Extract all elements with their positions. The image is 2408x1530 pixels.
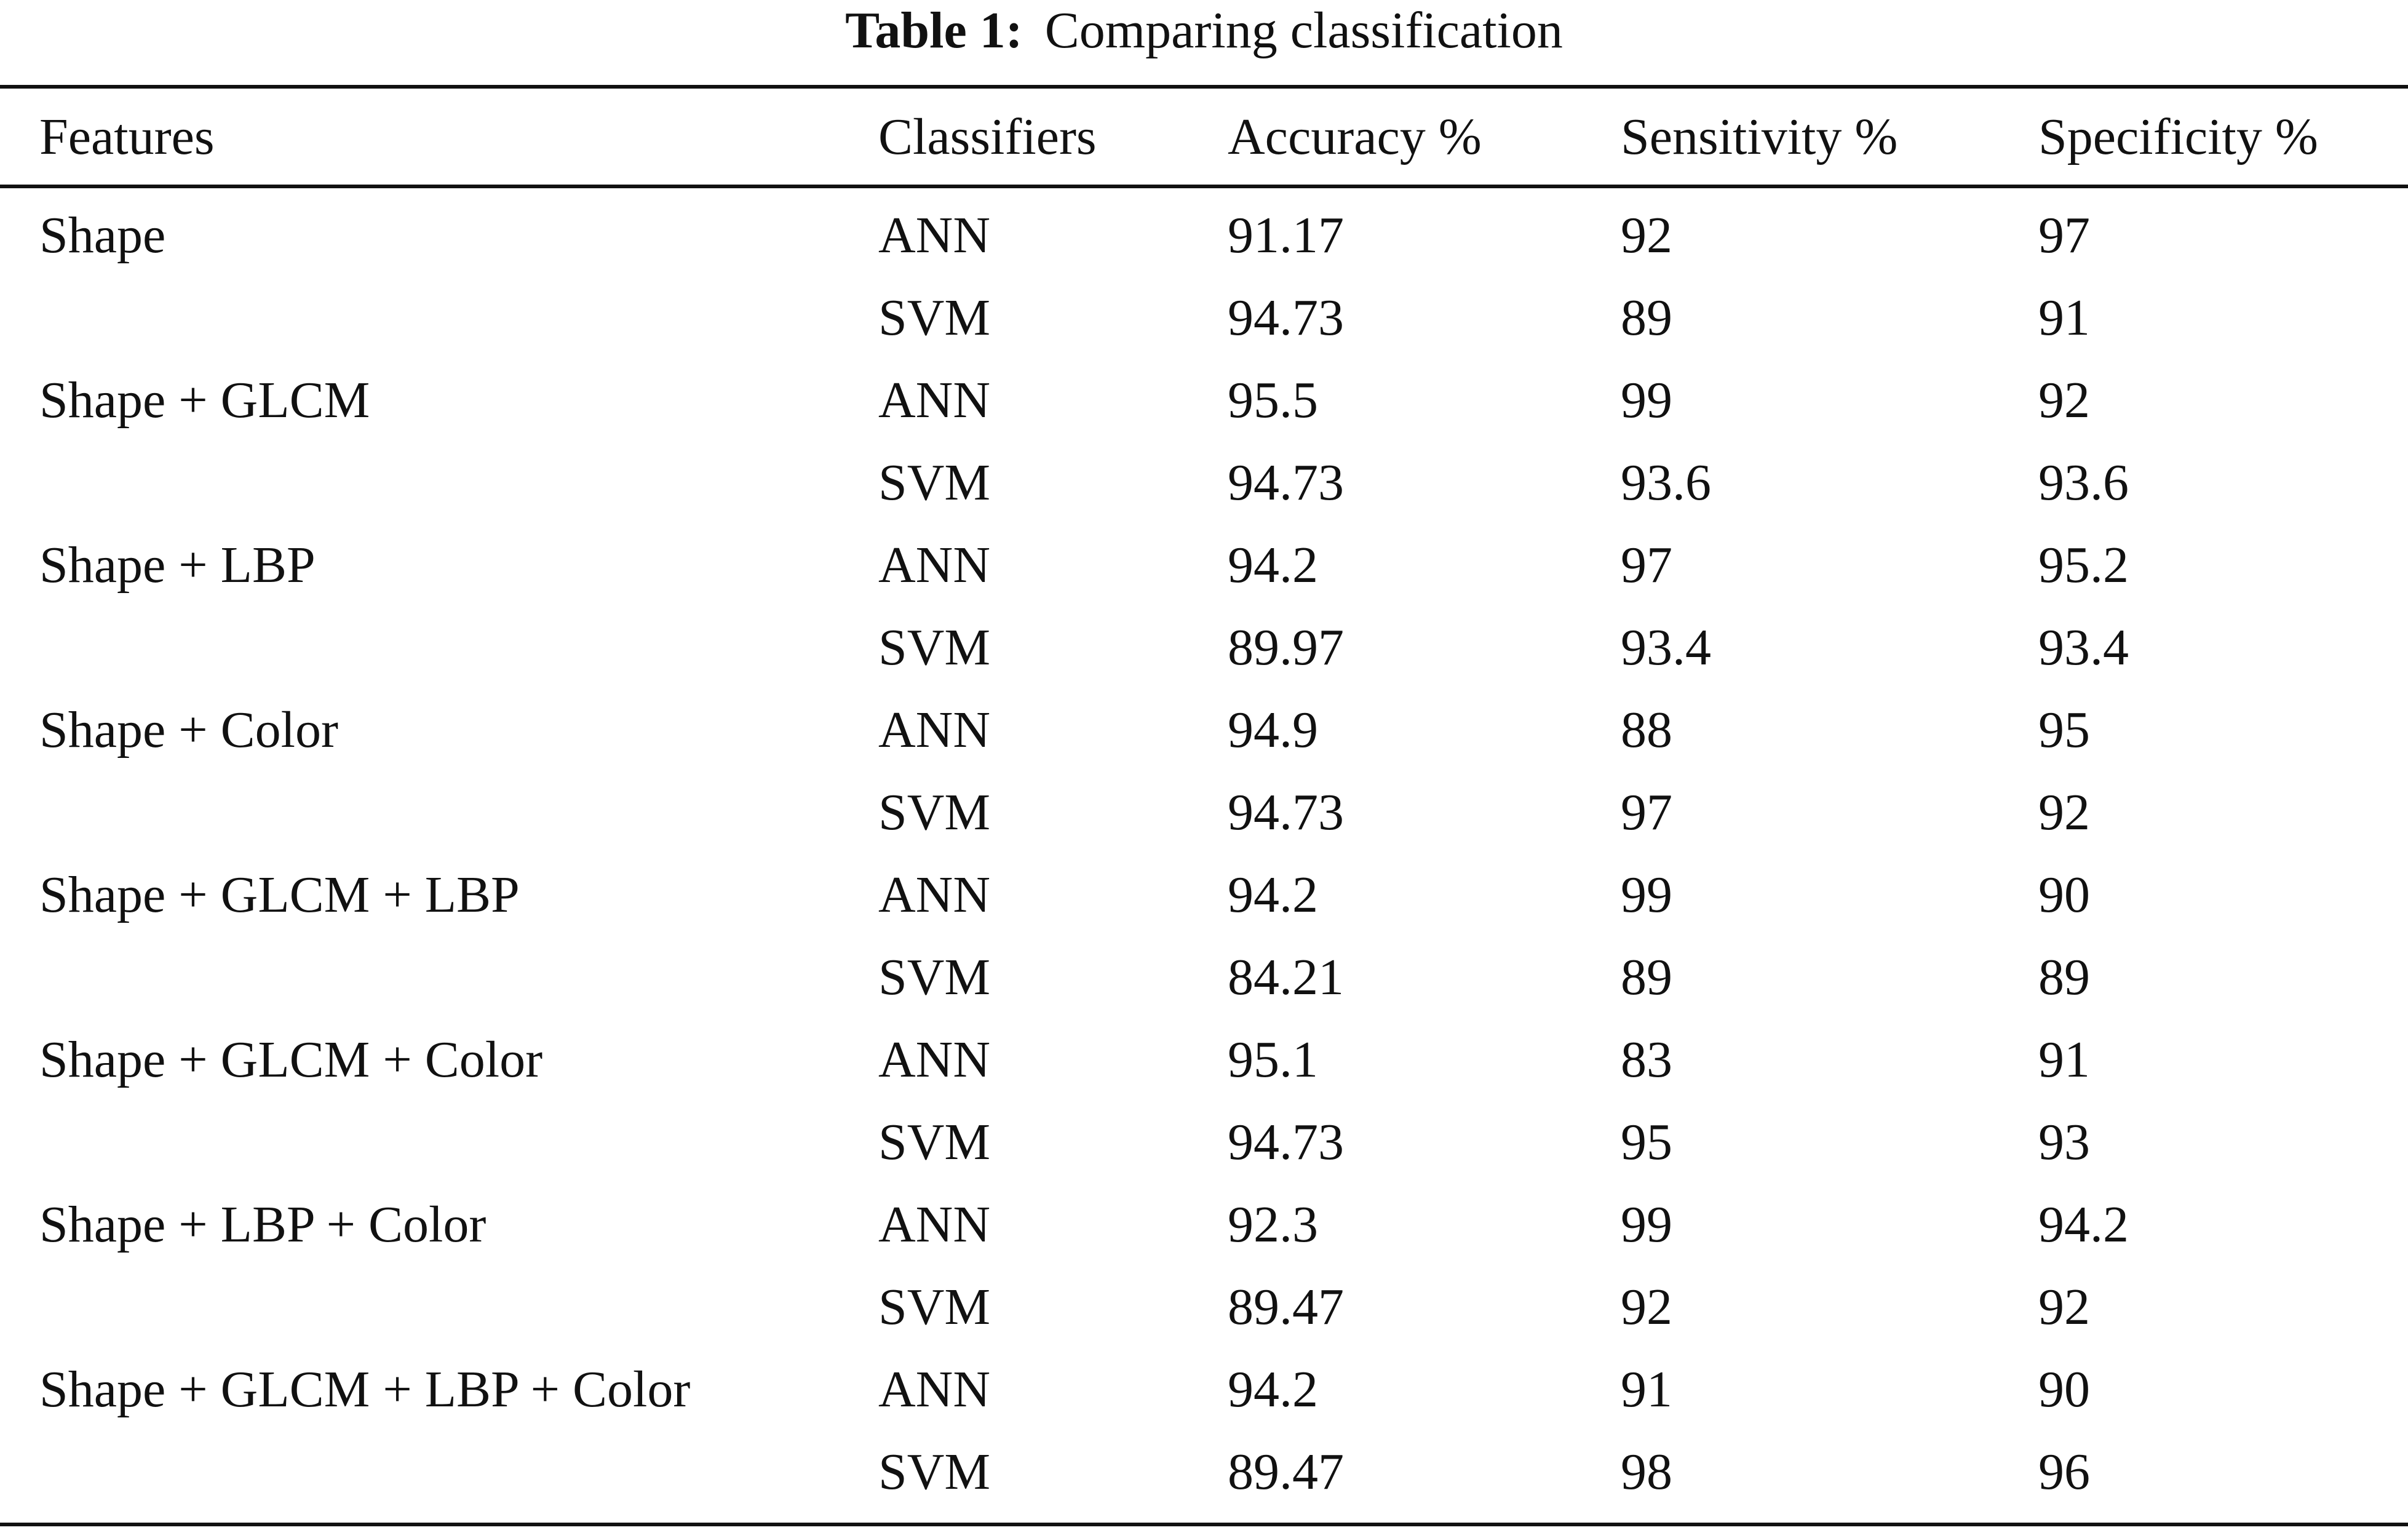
header-features: Features bbox=[39, 108, 215, 165]
features-cell: Shape + GLCM + Color bbox=[39, 1031, 543, 1088]
table-header-row bbox=[0, 95, 2408, 178]
table-row bbox=[0, 277, 2408, 359]
table-top-rule bbox=[0, 85, 2408, 89]
specificity-cell: 94.2 bbox=[2038, 1196, 2129, 1253]
table-caption-label: Table 1: bbox=[845, 2, 1023, 59]
sensitivity-cell: 91 bbox=[1621, 1361, 1672, 1418]
sensitivity-cell: 89 bbox=[1621, 949, 1672, 1006]
sensitivity-cell: 99 bbox=[1621, 372, 1672, 429]
specificity-cell: 92 bbox=[2038, 784, 2090, 841]
sensitivity-cell: 93.6 bbox=[1621, 454, 1711, 511]
classifier-cell: SVM bbox=[878, 1114, 991, 1171]
accuracy-cell: 91.17 bbox=[1228, 207, 1344, 264]
specificity-cell: 93.4 bbox=[2038, 619, 2129, 676]
table-row bbox=[0, 771, 2408, 854]
sensitivity-cell: 83 bbox=[1621, 1031, 1672, 1088]
classifier-cell: SVM bbox=[878, 1278, 991, 1336]
features-cell: Shape + LBP + Color bbox=[39, 1196, 487, 1253]
classifier-cell: SVM bbox=[878, 289, 991, 346]
accuracy-cell: 94.2 bbox=[1228, 1361, 1318, 1418]
table-row bbox=[0, 194, 2408, 277]
specificity-cell: 95.2 bbox=[2038, 536, 2129, 594]
header-sensitivity: Sensitivity % bbox=[1621, 108, 1898, 165]
table-row bbox=[0, 689, 2408, 771]
header-classifiers: Classifiers bbox=[878, 108, 1097, 165]
classifier-cell: ANN bbox=[878, 1031, 990, 1088]
accuracy-cell: 94.2 bbox=[1228, 866, 1318, 923]
specificity-cell: 96 bbox=[2038, 1443, 2090, 1500]
specificity-cell: 89 bbox=[2038, 949, 2090, 1006]
specificity-cell: 95 bbox=[2038, 701, 2090, 759]
accuracy-cell: 94.73 bbox=[1228, 454, 1344, 511]
table-row bbox=[0, 1101, 2408, 1184]
sensitivity-cell: 97 bbox=[1621, 536, 1672, 594]
accuracy-cell: 92.3 bbox=[1228, 1196, 1318, 1253]
accuracy-cell: 84.21 bbox=[1228, 949, 1344, 1006]
table-row bbox=[0, 1349, 2408, 1431]
table-header-rule bbox=[0, 185, 2408, 188]
table-row bbox=[0, 1184, 2408, 1266]
table-row bbox=[0, 1019, 2408, 1101]
accuracy-cell: 89.97 bbox=[1228, 619, 1344, 676]
sensitivity-cell: 97 bbox=[1621, 784, 1672, 841]
classifier-cell: ANN bbox=[878, 1361, 990, 1418]
header-specificity: Specificity % bbox=[2038, 108, 2318, 165]
classifier-cell: SVM bbox=[878, 949, 991, 1006]
sensitivity-cell: 99 bbox=[1621, 1196, 1672, 1253]
features-cell: Shape + LBP bbox=[39, 536, 316, 594]
table-row bbox=[0, 1431, 2408, 1513]
features-cell: Shape bbox=[39, 207, 166, 264]
table-row bbox=[0, 524, 2408, 607]
table-row bbox=[0, 936, 2408, 1019]
header-accuracy: Accuracy % bbox=[1228, 108, 1482, 165]
sensitivity-cell: 98 bbox=[1621, 1443, 1672, 1500]
table-row bbox=[0, 359, 2408, 442]
features-cell: Shape + GLCM + LBP bbox=[39, 866, 520, 923]
table-row bbox=[0, 607, 2408, 689]
sensitivity-cell: 99 bbox=[1621, 866, 1672, 923]
classifier-cell: SVM bbox=[878, 619, 991, 676]
accuracy-cell: 89.47 bbox=[1228, 1443, 1344, 1500]
specificity-cell: 93 bbox=[2038, 1114, 2090, 1171]
sensitivity-cell: 89 bbox=[1621, 289, 1672, 346]
classifier-cell: ANN bbox=[878, 1196, 990, 1253]
features-cell: Shape + GLCM bbox=[39, 372, 370, 429]
accuracy-cell: 94.2 bbox=[1228, 536, 1318, 594]
table-caption bbox=[0, 0, 2408, 62]
accuracy-cell: 89.47 bbox=[1228, 1278, 1344, 1336]
accuracy-cell: 95.1 bbox=[1228, 1031, 1318, 1088]
table-bottom-rule bbox=[0, 1523, 2408, 1526]
classifier-cell: SVM bbox=[878, 454, 991, 511]
classifier-cell: SVM bbox=[878, 784, 991, 841]
table-row bbox=[0, 854, 2408, 936]
classifier-cell: ANN bbox=[878, 701, 990, 759]
sensitivity-cell: 92 bbox=[1621, 207, 1672, 264]
classifier-cell: ANN bbox=[878, 866, 990, 923]
accuracy-cell: 94.73 bbox=[1228, 1114, 1344, 1171]
specificity-cell: 90 bbox=[2038, 866, 2090, 923]
specificity-cell: 92 bbox=[2038, 1278, 2090, 1336]
table-caption-text: Comparing classification bbox=[1044, 2, 1563, 59]
specificity-cell: 91 bbox=[2038, 289, 2090, 346]
sensitivity-cell: 93.4 bbox=[1621, 619, 1711, 676]
specificity-cell: 90 bbox=[2038, 1361, 2090, 1418]
classifier-cell: SVM bbox=[878, 1443, 991, 1500]
features-cell: Shape + GLCM + LBP + Color bbox=[39, 1361, 691, 1418]
classifier-cell: ANN bbox=[878, 372, 990, 429]
accuracy-cell: 94.9 bbox=[1228, 701, 1318, 759]
classifier-cell: ANN bbox=[878, 536, 990, 594]
accuracy-cell: 94.73 bbox=[1228, 289, 1344, 346]
accuracy-cell: 95.5 bbox=[1228, 372, 1318, 429]
specificity-cell: 97 bbox=[2038, 207, 2090, 264]
sensitivity-cell: 88 bbox=[1621, 701, 1672, 759]
accuracy-cell: 94.73 bbox=[1228, 784, 1344, 841]
sensitivity-cell: 95 bbox=[1621, 1114, 1672, 1171]
classifier-cell: ANN bbox=[878, 207, 990, 264]
specificity-cell: 92 bbox=[2038, 372, 2090, 429]
specificity-cell: 91 bbox=[2038, 1031, 2090, 1088]
specificity-cell: 93.6 bbox=[2038, 454, 2129, 511]
sensitivity-cell: 92 bbox=[1621, 1278, 1672, 1336]
table-row bbox=[0, 1266, 2408, 1349]
table-row bbox=[0, 442, 2408, 524]
features-cell: Shape + Color bbox=[39, 701, 338, 759]
